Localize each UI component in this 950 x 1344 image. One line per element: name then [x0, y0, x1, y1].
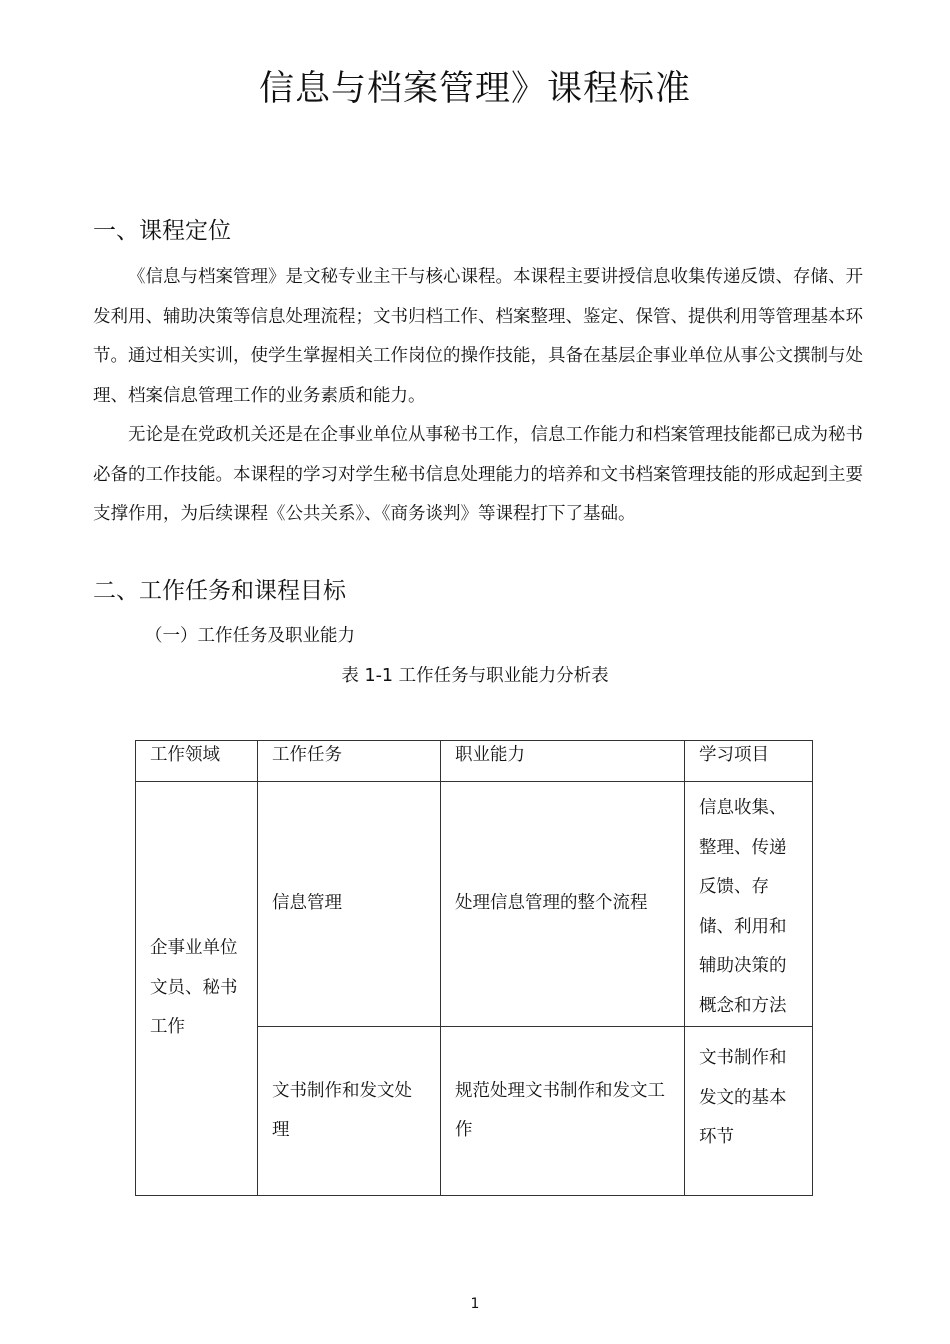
work-task-cell: 文书制作和发文处理 [258, 1027, 441, 1196]
section-heading-course-positioning: 一、课程定位 [93, 218, 231, 244]
table-header-cell: 工作任务 [258, 741, 441, 782]
table-caption: 表 1-1 工作任务与职业能力分析表 [341, 666, 609, 686]
ability-cell: 规范处理文书制作和发文工作 [441, 1027, 685, 1196]
section-heading-tasks-and-goals: 二、工作任务和课程目标 [93, 578, 346, 604]
subsection-heading-tasks-abilities: （一）工作任务及职业能力 [145, 626, 355, 646]
work-task-cell: 信息管理 [258, 782, 441, 1027]
table-header-cell: 职业能力 [441, 741, 685, 782]
table-header-row [136, 741, 813, 782]
document-title: 信息与档案管理》课程标准 [258, 69, 691, 109]
ability-cell: 处理信息管理的整个流程 [441, 782, 685, 1027]
page-number: 1 [470, 1296, 480, 1312]
learning-project-cell: 信息收集、整理、传递反馈、存储、利用和辅助决策的概念和方法 [685, 782, 813, 1027]
work-field-cell: 企事业单位文员、秘书工作 [136, 782, 258, 1196]
paragraph-course-positioning-1: 《信息与档案管理》是文秘专业主干与核心课程。本课程主要讲授信息收集传递反馈、存储、开发利用、辅助决策等信息处理流程；文书归档工作、档案整理、鉴定、保管、提供利用等管理基本环节。通过相关实训，使学生掌握相关工作岗位的操作技能，具备在基层企事业单位从事公文撰制与处理、档案信息管理工作的业务素质和能力。 [93, 267, 863, 406]
paragraph-course-positioning-2: 无论是在党政机关还是在企事业单位从事秘书工作，信息工作能力和档案管理技能都已成为秘书必备的工作技能。本课程的学习对学生秘书信息处理能力的培养和文书档案管理技能的形成起到主要支撑作用，为后续课程《公共关系》、《商务谈判》等课程打下了基础。 [93, 425, 863, 524]
table-header-cell: 工作领域 [136, 741, 258, 782]
task-ability-table [135, 740, 813, 1196]
table-row [136, 782, 813, 1027]
table-header-cell: 学习项目 [685, 741, 813, 782]
learning-project-cell: 文书制作和发文的基本环节 [685, 1027, 813, 1196]
